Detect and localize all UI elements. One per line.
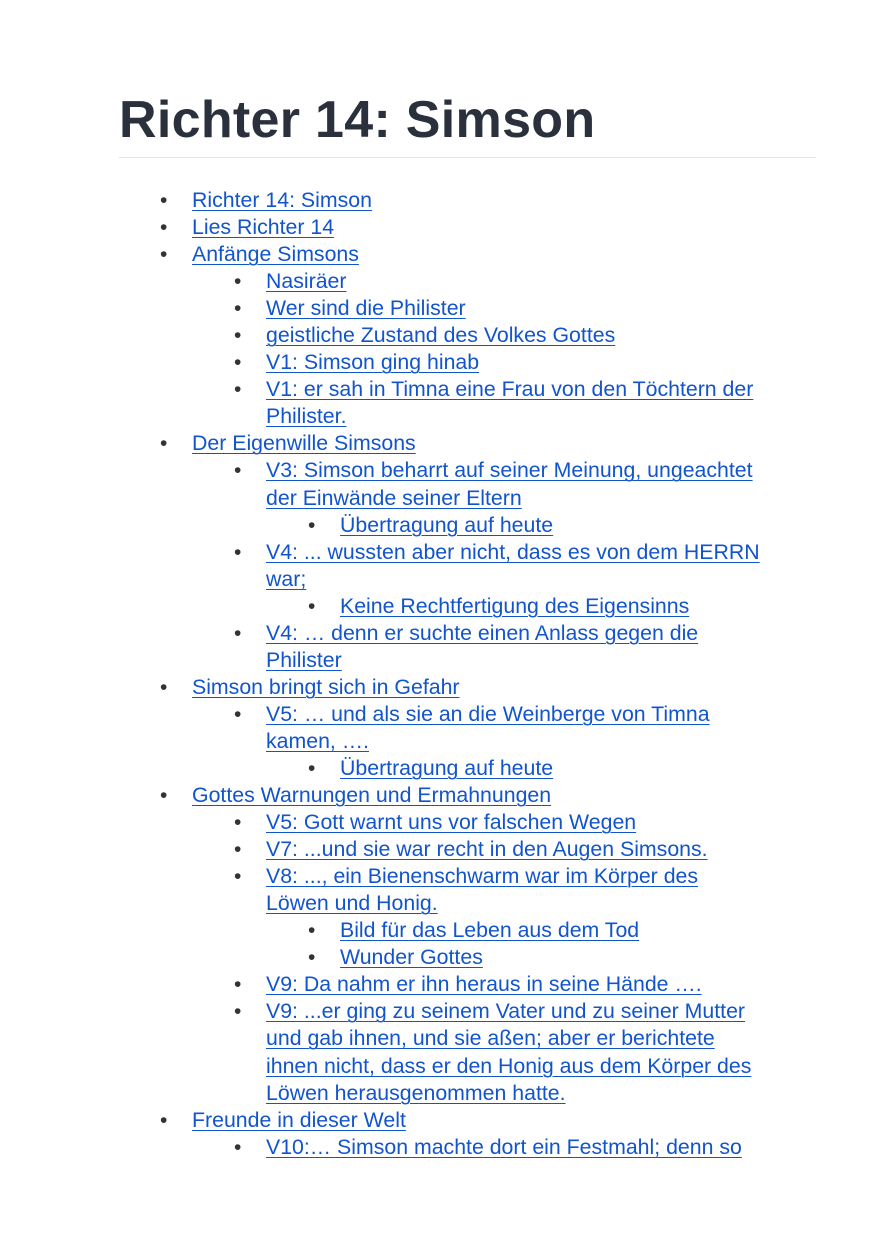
- toc-link[interactable]: [266, 864, 698, 915]
- toc-link-line: kamen, ….: [266, 728, 369, 753]
- bullet-icon: •: [234, 973, 242, 997]
- toc-link[interactable]: [266, 458, 753, 509]
- toc-link-line: Philister.: [266, 404, 347, 429]
- toc-item: [0, 944, 875, 971]
- toc-item: [0, 187, 875, 214]
- toc-link[interactable]: Lies Richter 14: [192, 215, 335, 240]
- toc-item: [0, 1107, 875, 1134]
- bullet-icon: •: [234, 865, 242, 889]
- toc-item: [0, 836, 875, 863]
- toc-link[interactable]: Anfänge Simsons: [192, 242, 359, 267]
- toc-link-line: V8: ..., ein Bienenschwarm war im Körper des: [266, 864, 699, 889]
- toc-item: [0, 322, 875, 349]
- toc-link-line: und gab ihnen, und sie aßen; aber er berichtete: [266, 1026, 715, 1051]
- toc-item: [0, 917, 875, 944]
- bullet-icon: •: [234, 811, 242, 835]
- toc-item: [0, 755, 875, 782]
- toc-link[interactable]: [266, 377, 753, 428]
- bullet-icon: •: [160, 675, 168, 699]
- bullet-icon: •: [234, 459, 242, 483]
- toc-link[interactable]: [266, 540, 760, 591]
- bullet-icon: •: [234, 702, 242, 726]
- bullet-icon: •: [234, 270, 242, 294]
- toc-link[interactable]: Der Eigenwille Simsons: [192, 431, 416, 456]
- toc-item: [0, 457, 875, 511]
- toc-item: [0, 863, 875, 917]
- toc-link[interactable]: Wunder Gottes: [340, 945, 483, 970]
- toc-link[interactable]: V1: Simson ging hinab: [266, 350, 480, 375]
- bullet-icon: •: [160, 243, 168, 267]
- toc-link[interactable]: Bild für das Leben aus dem Tod: [340, 918, 640, 943]
- toc-item: [0, 620, 875, 674]
- toc-item: [0, 539, 875, 593]
- toc-link-line: war;: [266, 566, 307, 591]
- bullet-icon: •: [234, 838, 242, 862]
- toc-item: [0, 593, 875, 620]
- toc-link-line: Löwen und Honig.: [266, 891, 438, 916]
- bullet-icon: •: [308, 594, 316, 618]
- toc-link-line: V3: Simson beharrt auf seiner Meinung, ungeachtet: [266, 458, 753, 483]
- bullet-icon: •: [308, 919, 316, 943]
- toc-item: [0, 998, 875, 1106]
- bullet-icon: •: [160, 216, 168, 240]
- bullet-icon: •: [234, 378, 242, 402]
- toc-link-line: V9: ...er ging zu seinem Vater und zu seiner Mutter: [266, 999, 746, 1024]
- toc-link-line: der Einwände seiner Eltern: [266, 485, 522, 510]
- toc-item: [0, 701, 875, 755]
- toc-link-line: Philister: [266, 647, 342, 672]
- toc-item: [0, 349, 875, 376]
- bullet-icon: •: [308, 756, 316, 780]
- bullet-icon: •: [234, 297, 242, 321]
- toc-item: [0, 512, 875, 539]
- toc-link[interactable]: [266, 702, 710, 753]
- toc-link[interactable]: Richter 14: Simson: [192, 188, 372, 212]
- toc-link-line: ihnen nicht, dass er den Honig aus dem Körper des: [266, 1053, 752, 1078]
- toc-link[interactable]: geistliche Zustand des Volkes Gottes: [266, 323, 616, 348]
- toc-link-line: Löwen herausgenommen hatte.: [266, 1080, 566, 1105]
- toc-link[interactable]: Übertragung auf heute: [340, 512, 554, 537]
- toc-link[interactable]: [266, 999, 751, 1104]
- toc-link[interactable]: Freunde in dieser Welt: [192, 1107, 406, 1132]
- toc-link[interactable]: V10:… Simson machte dort ein Festmahl; denn so: [266, 1134, 742, 1159]
- toc-link[interactable]: Gottes Warnungen und Ermahnungen: [192, 783, 552, 808]
- toc-item: [0, 241, 875, 268]
- toc-link[interactable]: Wer sind die Philister: [266, 296, 466, 321]
- bullet-icon: •: [160, 189, 168, 212]
- toc-item: [0, 376, 875, 430]
- toc-item: [0, 782, 875, 809]
- toc-link[interactable]: V9: Da nahm er ihn heraus in seine Hände ….: [266, 972, 702, 997]
- bullet-icon: •: [308, 946, 316, 970]
- toc-link[interactable]: V5: Gott warnt uns vor falschen Wegen: [266, 810, 637, 835]
- bullet-icon: •: [308, 513, 316, 537]
- toc-item: [0, 295, 875, 322]
- toc-link-line: V4: ... wussten aber nicht, dass es von dem HERRN: [266, 539, 760, 564]
- toc-item: [0, 971, 875, 998]
- bullet-icon: •: [234, 1135, 242, 1159]
- toc-item: [0, 430, 875, 457]
- bullet-icon: •: [234, 351, 242, 375]
- bullet-icon: •: [160, 432, 168, 456]
- toc-link-line: V4: … denn er suchte einen Anlass gegen die: [266, 620, 699, 645]
- bullet-icon: •: [234, 1000, 242, 1024]
- toc-item: [0, 214, 875, 241]
- page-title: Richter 14: Simson: [119, 91, 596, 149]
- toc-link[interactable]: Nasiräer: [266, 269, 347, 294]
- bullet-icon: •: [160, 1108, 168, 1132]
- bullet-icon: •: [160, 784, 168, 808]
- bullet-icon: •: [234, 324, 242, 348]
- toc-link[interactable]: Keine Rechtfertigung des Eigensinns: [340, 593, 690, 618]
- toc-link[interactable]: V7: ...und sie war recht in den Augen Simsons.: [266, 837, 708, 862]
- toc-list: [0, 187, 875, 1161]
- bullet-icon: •: [234, 621, 242, 645]
- toc-item: [0, 268, 875, 295]
- toc-link-line: V5: … und als sie an die Weinberge von Timna: [266, 701, 710, 726]
- toc-item: [0, 809, 875, 836]
- toc-item: [0, 674, 875, 701]
- toc-link-line: V1: er sah in Timna eine Frau von den Töchtern der: [266, 377, 754, 402]
- title-divider: [119, 157, 816, 158]
- bullet-icon: •: [234, 540, 242, 564]
- toc-link[interactable]: Simson bringt sich in Gefahr: [192, 674, 460, 699]
- toc-item: [0, 1134, 875, 1161]
- table-of-contents: [0, 187, 875, 1161]
- toc-link[interactable]: [266, 621, 698, 672]
- toc-link[interactable]: Übertragung auf heute: [340, 755, 554, 780]
